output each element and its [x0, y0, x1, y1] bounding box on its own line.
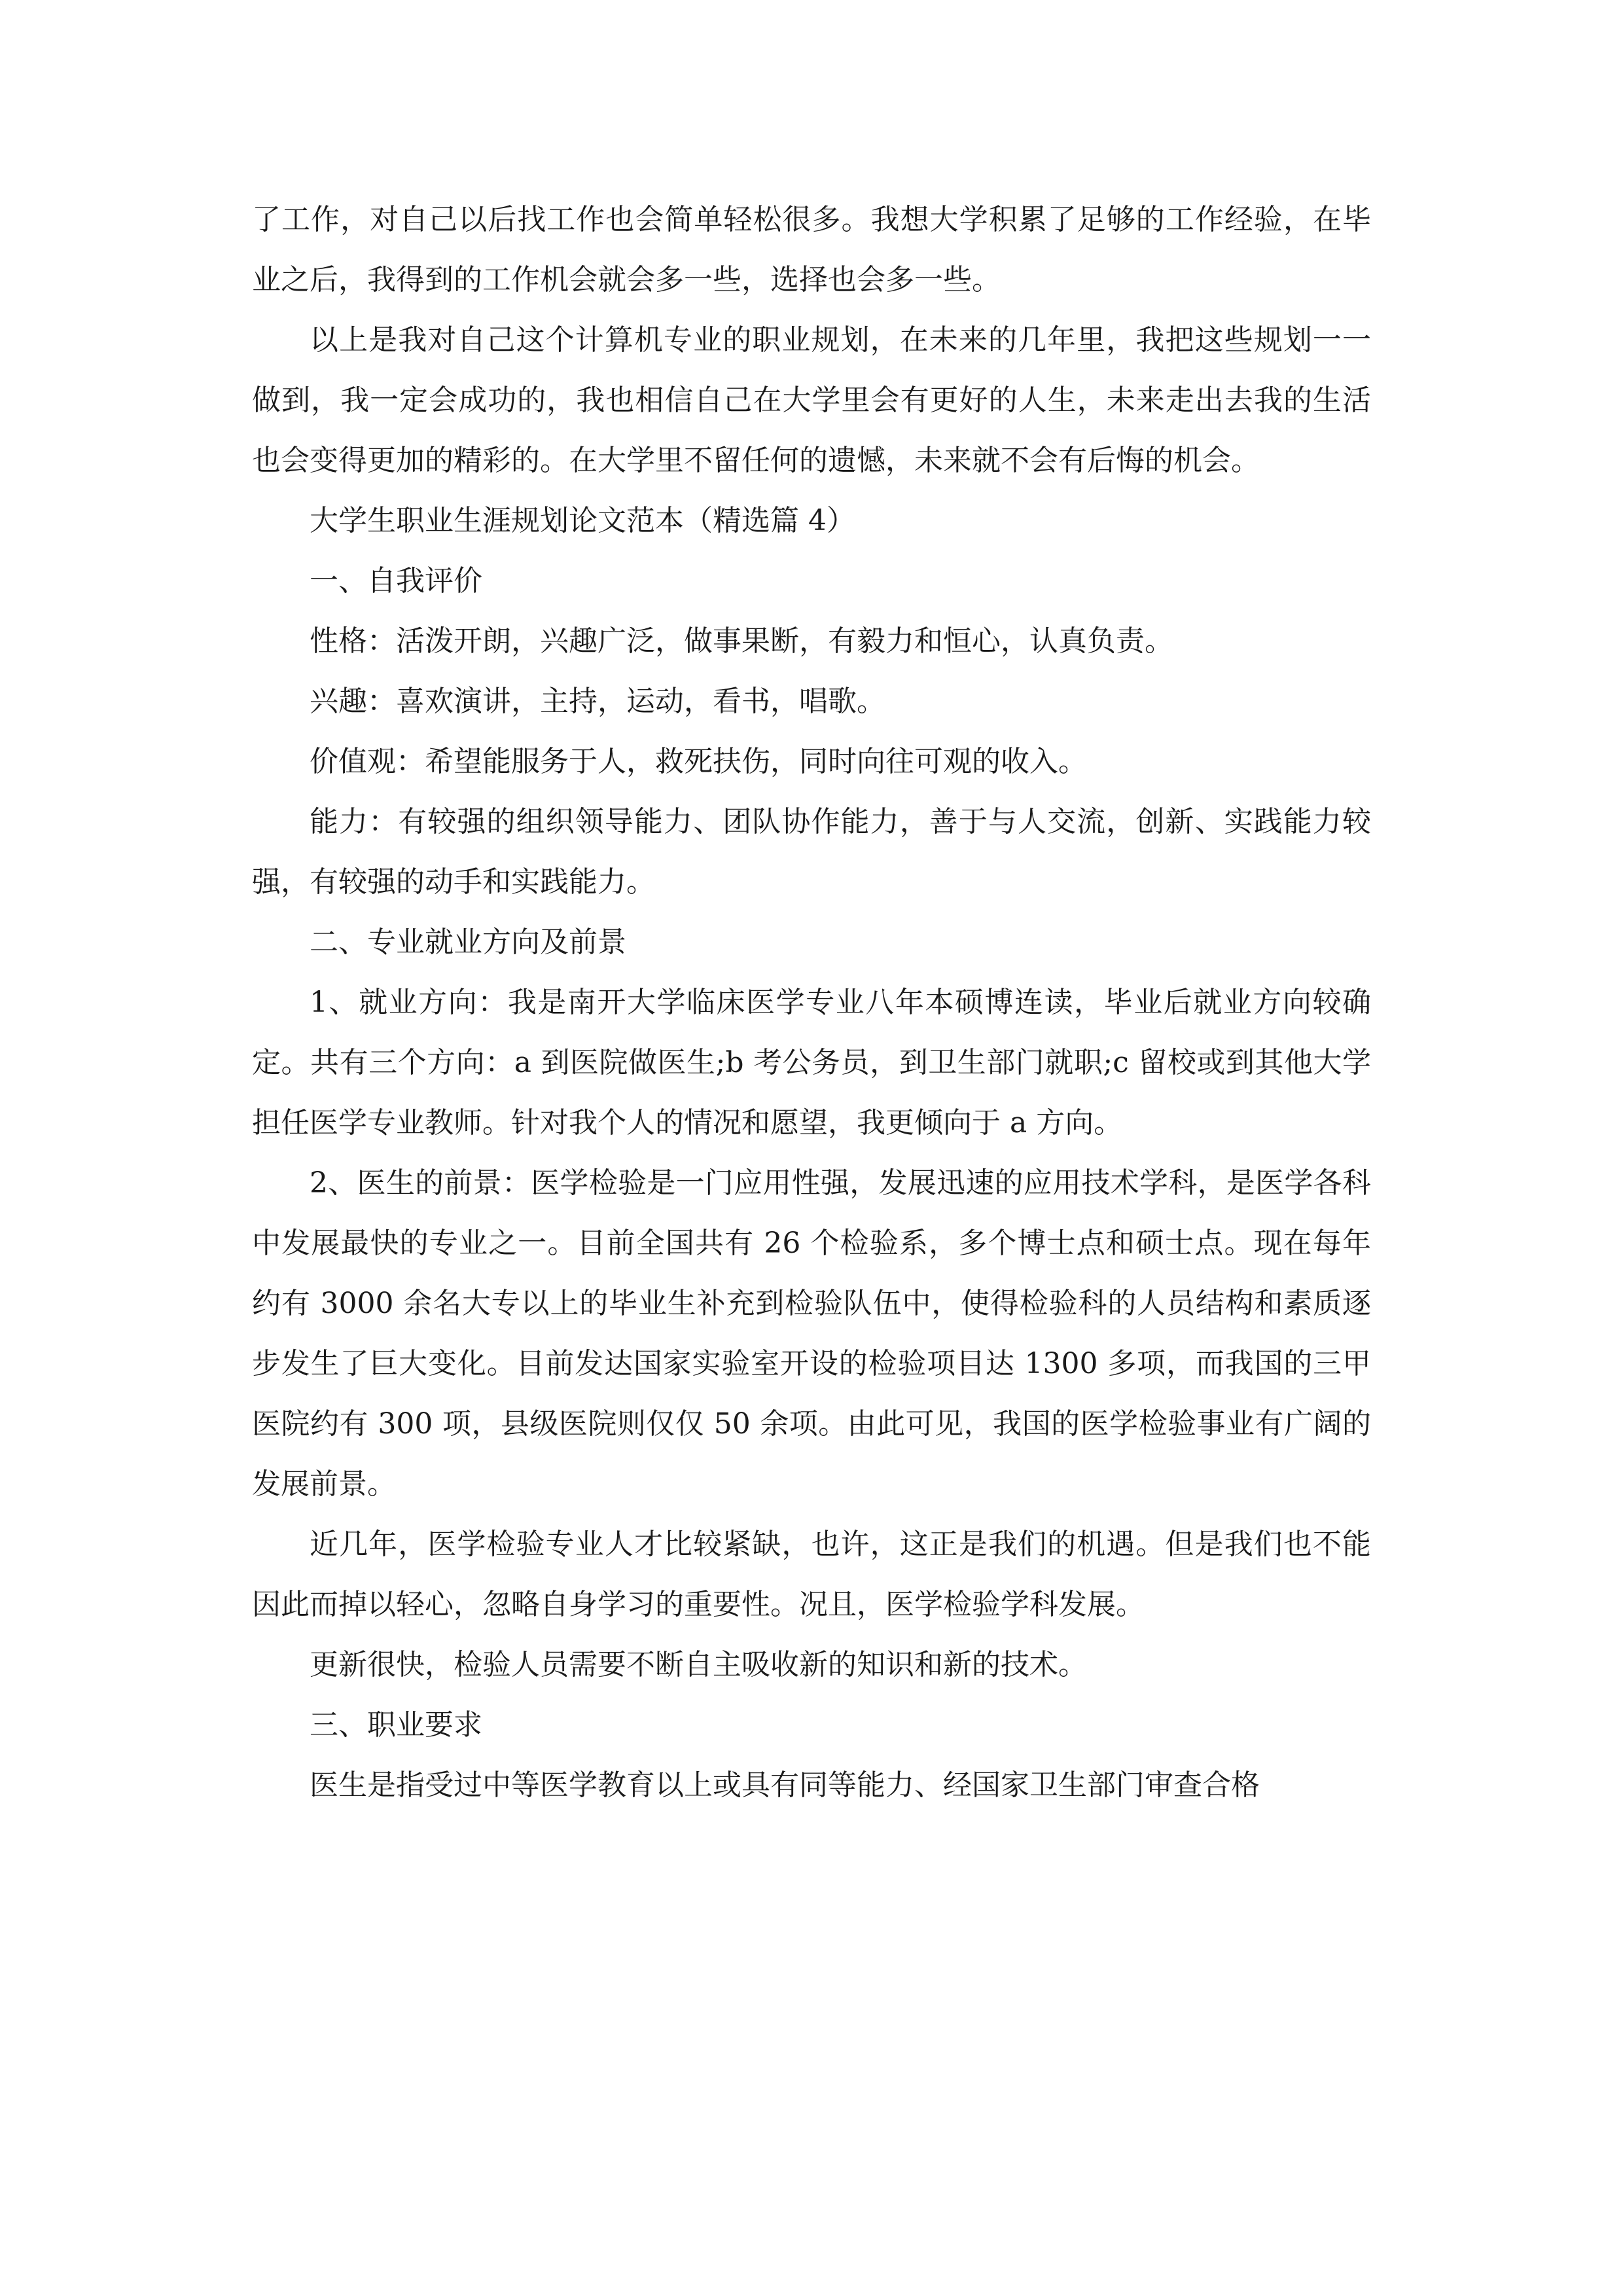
- paragraph-personality: 性格：活泼开朗，兴趣广泛，做事果断，有毅力和恒心，认真负责。: [310, 624, 1173, 658]
- paragraph-doctor-prospects: 2、医生的前景：医学检验是一门应用性强，发展迅速的应用技术学科，是医学各科中发展最快的专业之一。目前全国共有 26 个检验系，多个博士点和硕士点。现在每年约有 3000 余名大专以上的毕业生补充到检验队伍中，使得检验科的人员结构和素质逐步发生了巨大变化。目前发达国家实验室开设的检验项目达 1300 多项，而我国的三甲医院约有 300 项，县级医院则仅仅 50 余项。由此可见，我国的医学检验事业有广阔的发展前景。: [252, 1166, 1371, 1501]
- heading-career-requirements: 三、职业要求: [310, 1708, 482, 1742]
- paragraph-doctor-definition: 医生是指受过中等医学教育以上或具有同等能力、经国家卫生部门审查合格: [310, 1768, 1260, 1802]
- heading-self-evaluation: 一、自我评价: [310, 564, 482, 598]
- paragraph-continuation: 了工作，对自己以后找工作也会简单轻松很多。我想大学积累了足够的工作经验，在毕业之后，我得到的工作机会就会多一些，选择也会多一些。: [252, 203, 1371, 296]
- paragraph-employment-direction: 1、就业方向：我是南开大学临床医学专业八年本硕博连读，毕业后就业方向较确定。共有三个方向：a 到医院做医生;b 考公务员，到卫生部门就职;c 留校或到其他大学担任医学专业教师。针对我个人的情况和愿望，我更倾向于 a 方向。: [252, 986, 1371, 1139]
- paragraph-values: 价值观：希望能服务于人，救死扶伤，同时向往可观的收入。: [310, 745, 1087, 778]
- paragraph-interests: 兴趣：喜欢演讲，主持，运动，看书，唱歌。: [310, 685, 885, 718]
- paragraph-rapid-updates: 更新很快，检验人员需要不断自主吸收新的知识和新的技术。: [310, 1648, 1087, 1681]
- document-body: [252, 190, 1371, 1816]
- section-title: 大学生职业生涯规划论文范本（精选篇 4）: [310, 504, 855, 537]
- heading-career-direction: 二、专业就业方向及前景: [310, 925, 626, 959]
- paragraph-recent-years: 近几年，医学检验专业人才比较紧缺，也许，这正是我们的机遇。但是我们也不能因此而掉以轻心，忽略自身学习的重要性。况且，医学检验学科发展。: [252, 1528, 1371, 1621]
- paragraph-conclusion: 以上是我对自己这个计算机专业的职业规划，在未来的几年里，我把这些规划一一做到，我一定会成功的，我也相信自己在大学里会有更好的人生，未来走出去我的生活也会变得更加的精彩的。在大学里不留任何的遗憾，未来就不会有后悔的机会。: [252, 323, 1371, 477]
- paragraph-abilities: 能力：有较强的组织领导能力、团队协作能力，善于与人交流，创新、实践能力较强，有较强的动手和实践能力。: [252, 805, 1371, 899]
